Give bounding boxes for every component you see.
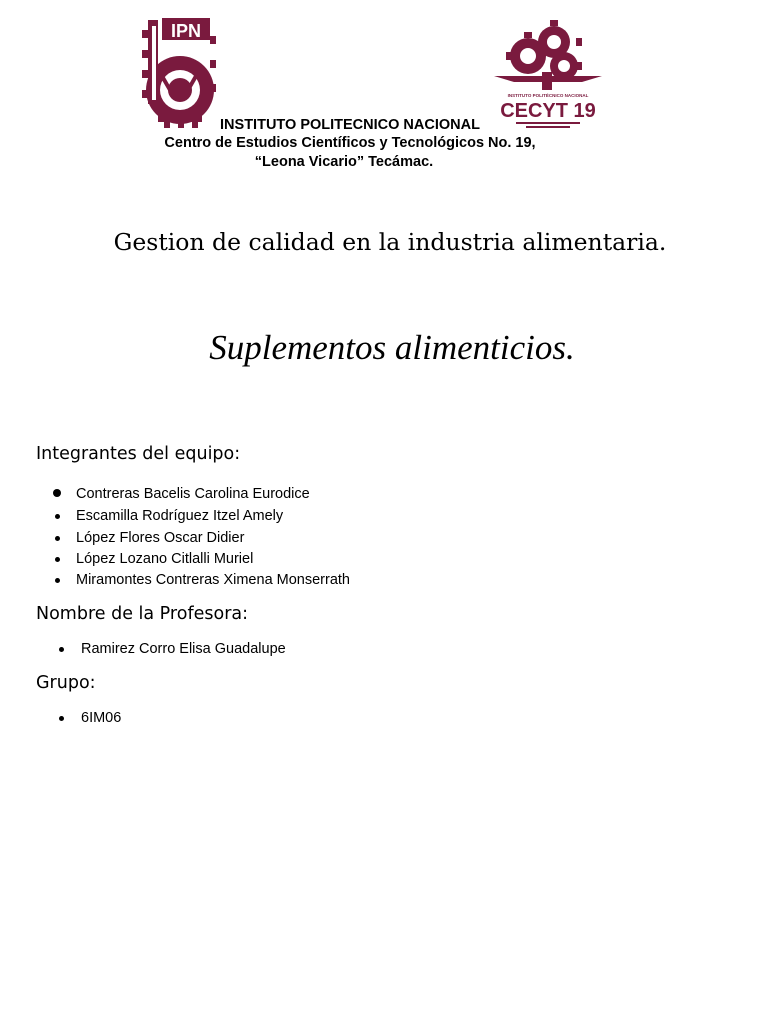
bullet-icon <box>55 578 60 583</box>
document-subtitle: Suplementos alimenticios. <box>209 328 575 367</box>
team-heading: Integrantes del equipo: <box>36 444 241 464</box>
bullet-icon <box>59 647 64 652</box>
team-member: Escamilla Rodríguez Itzel Amely <box>76 508 284 524</box>
school-nickname: “Leona Vicario” Tecámac. <box>254 154 434 170</box>
teacher-heading: Nombre de la Profesora: <box>36 604 249 624</box>
team-member: Miramontes Contreras Ximena Monserrath <box>76 572 350 588</box>
ipn-logo <box>142 16 216 130</box>
bullet-icon <box>55 514 60 519</box>
bullet-icon <box>55 536 60 541</box>
bullet-icon <box>59 716 64 721</box>
institution-name: INSTITUTO POLITECNICO NACIONAL <box>220 117 480 133</box>
cecyt-logo-text: CECYT 19 <box>500 100 596 122</box>
group-value: 6IM06 <box>81 710 122 726</box>
document-title: Gestion de calidad en la industria alimentaria. <box>113 228 667 256</box>
team-member: Contreras Bacelis Carolina Eurodice <box>76 486 310 502</box>
cecyt-logo-small-text: INSTITUTO POLITÉCNICO NACIONAL <box>507 93 589 98</box>
bullet-icon <box>53 489 61 497</box>
bullet-icon <box>55 557 60 562</box>
school-name: Centro de Estudios Científicos y Tecnológicos No. 19, <box>164 135 536 151</box>
team-member: López Flores Oscar Didier <box>76 530 245 546</box>
group-heading: Grupo: <box>36 673 96 693</box>
cecyt-logo <box>492 16 604 132</box>
ipn-logo-text: IPN <box>170 21 202 41</box>
team-member: López Lozano Citlalli Muriel <box>76 551 254 567</box>
teacher-name: Ramirez Corro Elisa Guadalupe <box>81 641 286 657</box>
